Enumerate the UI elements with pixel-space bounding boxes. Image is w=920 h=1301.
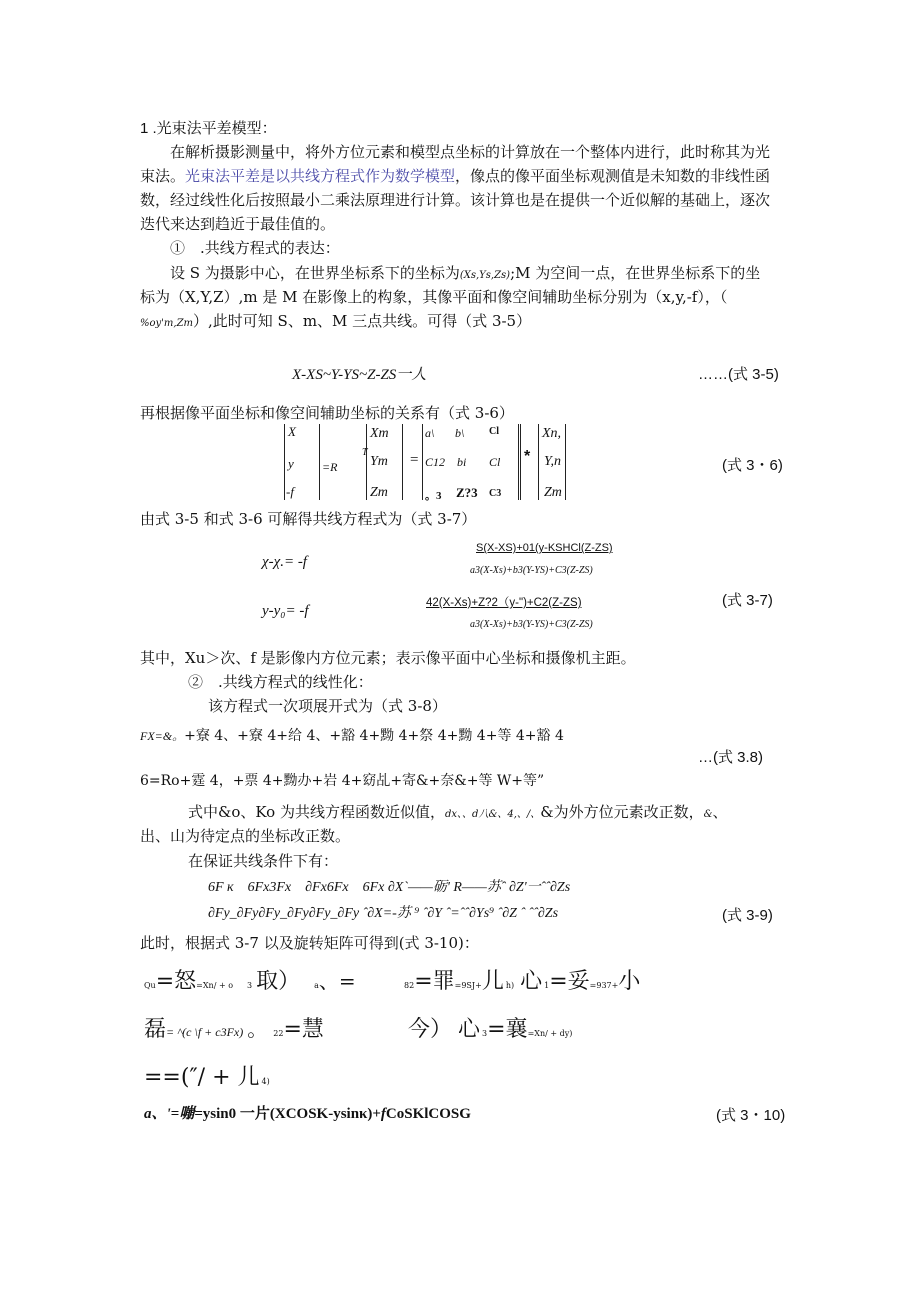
para9: 此时，根据式 3-7 以及旋转矩阵可得到(式 3-10)：: [140, 934, 479, 952]
math-inline: ysin0 一片(XCOSK-ysinκ)+: [202, 1106, 381, 1122]
para6: 该方程式一次项展开式为（式 3-8）: [208, 697, 447, 715]
math-symbol: =襄: [487, 1017, 528, 1042]
para7-line2: 出、山为待定点的坐标改正数。: [140, 827, 351, 845]
math-inline: FX=&。: [140, 729, 185, 743]
fraction-denominator: a3(X-Xs)+b3(Y-YS)+C3(Z-ZS): [470, 619, 593, 630]
subheading-collinear-expression: ① .共线方程式的表达：: [170, 239, 340, 257]
matrix-bar: [538, 424, 539, 500]
math-symbol: 儿: [481, 969, 504, 994]
para2-text: 设 S 为摄影中心，在世界坐标系下的坐标为: [170, 264, 460, 282]
matrix-bar: [518, 424, 519, 500]
equation-lhs: χ-χ.= -f: [262, 554, 307, 570]
para7-text: &为外方位元素改正数，: [540, 803, 704, 821]
equation-lhs: y-y₀= -f: [262, 603, 309, 619]
fraction-numerator: 42(X-Xs)+Z?2（y-")+C2(Z-ZS): [426, 597, 582, 609]
math-inline: = ^(c \f + c3Fx): [166, 1025, 244, 1039]
math-symbol: 、=: [318, 969, 356, 993]
math-sub: 3: [247, 981, 253, 990]
math-sub: 4): [261, 1077, 270, 1086]
para1-text: 束法。: [140, 167, 186, 185]
para1-text: ，像点的像平面坐标观测值是未知数的非线性函: [455, 167, 771, 185]
math-inline: %oy'm,Zm: [140, 318, 194, 329]
math-symbol: =怒: [155, 969, 197, 994]
math-inline: (Xs,Ys,Zs): [459, 270, 511, 281]
math-symbol: 。: [247, 1017, 268, 1041]
equation-3-10-label: (式 3・10): [716, 1107, 786, 1124]
equation-3-5: X-XS~Y-YS~Z-ZS一人: [292, 367, 427, 383]
equation-3-8-line2: 6=Ro+霆 4，+票 4+黝办+岩 4+窈乩+寄&+奈&+等 W+等”: [140, 773, 545, 789]
matrix-bar: [319, 424, 320, 500]
para4: 由式 3-5 和式 3-6 可解得共线方程式为（式 3-7）: [140, 510, 477, 528]
para2-line1: [170, 262, 760, 283]
matrix-bar: [422, 424, 423, 500]
para3: 再根据像平面坐标和像空间辅助坐标的关系有（式 3-6）: [140, 404, 514, 422]
equation-3-10-row2b: [408, 1012, 572, 1043]
math-inline: a、'=嘣=: [144, 1106, 203, 1122]
math-symbol: 小: [618, 969, 641, 994]
matrix-entry: Y,n: [544, 454, 562, 469]
highlight-link[interactable]: 光束法平差是以共线方程式作为数学模型: [185, 167, 456, 185]
equation-3-6-label: (式 3・6): [722, 457, 783, 474]
matrix-entry: C12: [425, 455, 446, 469]
matrix-bar: [520, 424, 521, 500]
para7-text: 、: [712, 803, 728, 821]
math-inline: dx、、d八&、4,、/、: [445, 809, 541, 820]
para5: 其中，Xu＞次、f 是影像内方位元素；表示像平面中心坐标和摄像机主距。: [140, 649, 636, 667]
math-inline: f: [380, 1106, 386, 1122]
math-sub: =Xn/ + o: [196, 981, 234, 990]
equation-3-8-label: …(式 3.8): [698, 749, 764, 766]
matrix-entry: Z?3: [456, 485, 478, 500]
para1-line4: 迭代来达到趋近于最佳值的。: [140, 215, 336, 233]
math-sub: 22: [273, 1029, 284, 1038]
math-symbol: 取）: [256, 969, 301, 994]
para7-text: 式中&o、Ko 为共线方程函数近似值，: [188, 803, 445, 821]
matrix-bar: [284, 424, 285, 500]
para1-line2: [140, 165, 770, 186]
math-symbol: 心: [520, 969, 543, 994]
matrix-entry: X: [288, 424, 296, 439]
matrix-bar: [565, 424, 566, 500]
math-sub: 1: [544, 981, 550, 990]
math-symbol: 磊: [144, 1017, 167, 1042]
matrix-bar: [402, 424, 403, 500]
para1-line1: 在解析摄影测量中，将外方位元素和模型点坐标的计算放在一个整体内进行，此时称其为光: [170, 143, 771, 161]
math-symbol: =罪: [414, 969, 455, 994]
matrix-entry: 。3: [425, 490, 442, 502]
para2-line3: [140, 310, 531, 331]
math-symbol: 今）: [408, 1017, 453, 1042]
equation-3-10-row3: [144, 1060, 270, 1091]
equation-3-10-row2: [144, 1012, 324, 1043]
equation-3-9-label: (式 3-9): [722, 907, 773, 924]
math-sub: 3: [482, 1029, 488, 1038]
math-inline: &: [703, 809, 713, 820]
para1-line3: 数，经过线性化后按照最小二乘法原理进行计算。该计算也是在提供一个近似解的基础上，逐次: [140, 191, 771, 209]
matrix-entry: C3: [489, 488, 502, 499]
matrix-entry: y: [288, 456, 294, 471]
matrix-entry: Zm: [544, 485, 562, 500]
matrix-entry: Xm: [370, 426, 389, 441]
math-sub: =Xn/ + dy): [527, 1029, 573, 1038]
math-inline: +寮 4、+寮 4+给 4、+豁 4+黝 4+祭 4+黝 4+等 4+豁 4: [184, 728, 564, 744]
matrix-entry: Zm: [370, 485, 388, 500]
equation-3-8-line1: [140, 725, 564, 745]
matrix-entry: a\: [425, 426, 435, 440]
para8: 在保证共线条件下有：: [188, 852, 339, 870]
para2-text: ）,此时可知 S、m、M 三点共线。可得（式 3-5）: [193, 312, 532, 330]
equation-3-9-line2: ∂Fy_∂Fy∂Fy_∂Fy∂Fy_∂Fy ˆ∂X=-苏 ⁹ ˆ∂Y ˆ=ˆˆ∂Ys⁹ ˆ∂Z ˆ ˆˆ∂Zs: [208, 906, 559, 921]
para7-line1: [188, 801, 728, 822]
para2-line2: 标为（X,Y,Z）,m 是 M 在影像上的构象，其像平面和像空间辅助坐标分别为（x,y,-f），（: [140, 288, 728, 306]
equation-3-9-line1: 6F к 6Fx3Fx ∂Fx6Fx 6Fx ∂X`——砺' R——苏ˆ ∂Z'一ˆˆ∂Zs: [208, 880, 571, 895]
math-sub: Qu: [144, 981, 156, 990]
para2-text: ;M 为空间一点，在世界坐标系下的坐: [510, 264, 761, 282]
multiply-star: *: [524, 448, 531, 465]
math-inline: CoSKlCOSG: [385, 1106, 471, 1122]
fraction-denominator: a3(X-Xs)+b3(Y-YS)+C3(Z-ZS): [470, 565, 593, 576]
fraction-numerator: S(X-XS)+01(y-KSHCl(Z-ZS): [476, 542, 613, 554]
math-symbol: 心: [458, 1017, 481, 1042]
equation-3-10-row1: [144, 964, 356, 995]
matrix-entry: bi: [457, 455, 467, 469]
math-sub: a: [314, 981, 319, 990]
matrix-entry: Xn,: [542, 426, 562, 441]
transpose-mark: T: [362, 447, 368, 458]
math-symbol: =妥: [549, 969, 590, 994]
math-sub: =9SJ+: [454, 981, 482, 990]
math-sub: 82: [404, 981, 415, 990]
equation-3-10-row4: [144, 1102, 471, 1123]
subheading-linearization: ② .共线方程式的线性化：: [188, 673, 373, 691]
equation-3-5-label: ……(式 3-5): [698, 366, 779, 383]
equation-3-7-label: (式 3-7): [722, 592, 773, 609]
section-heading: 1 .光束法平差模型：: [140, 120, 277, 137]
math-symbol: =慧: [283, 1017, 324, 1042]
equation-3-10-row1b: [404, 964, 640, 995]
matrix-bar: [366, 424, 367, 500]
math-sub: h): [505, 981, 515, 990]
matrix-entry: Ym: [370, 454, 388, 469]
math-sub: =937+: [589, 981, 619, 990]
matrix-entry: -f: [286, 484, 294, 499]
matrix-entry: b\: [455, 426, 465, 440]
matrix-operator: =: [410, 452, 419, 468]
matrix-entry: Cl: [489, 455, 501, 469]
matrix-operator: =R: [322, 460, 338, 474]
matrix-entry: Cl: [489, 426, 499, 437]
math-symbol: ==(″/ + 儿: [144, 1065, 260, 1090]
